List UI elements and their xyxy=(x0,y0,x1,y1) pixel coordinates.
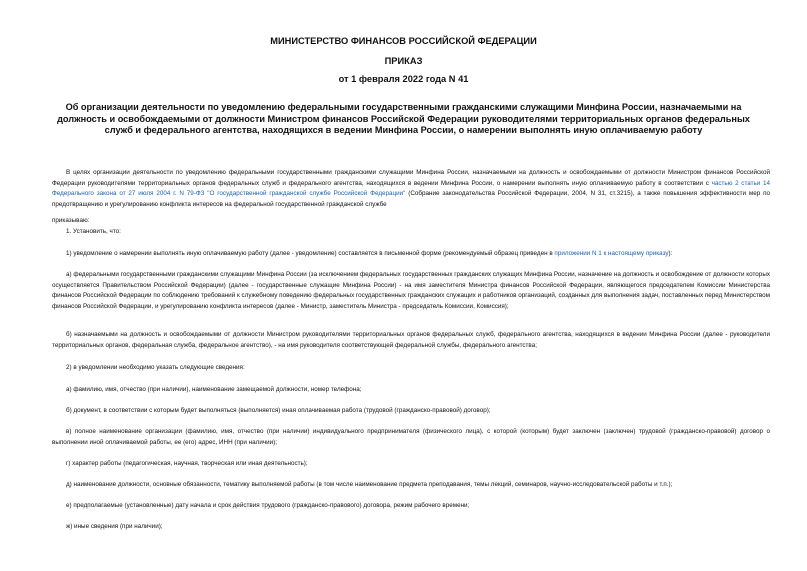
item-a: а) федеральными государственными гражданскими служащими Минфина России (за исключением федеральных государственных гражданских служащих Минфина России, назначение на должность и освобождение от должности которых осуществляется Правительством Российской Федерации) (далее - государственные служащие Минфина России) - на имя заместителя Министра финансов Российской Федерации, являющегося председателем Комиссии Министерства финансов Российской Федерации по соблюдению требований к служебному поведению федеральных государственных гражданских служащих и работников организаций, созданных для выполнения задач, поставленных перед Министерством финансов Российской Федерации, и урегулированию конфликта интересов (далее - Министр, заместитель Министра - председатель Комиссии, Комиссия); xyxy=(52,271,770,310)
item-2e: е) предполагаемые (установленные) дату начала и срок действия трудового (гражданско-правового) договора, режим рабочего времени; xyxy=(66,502,470,509)
preamble-paragraph xyxy=(52,168,770,210)
item-2a: а) фамилию, имя, отчество (при наличии), наименование замещаемой должности, номер телефона; xyxy=(66,386,362,393)
order-word: приказываю: xyxy=(52,217,90,224)
appendix-1-link[interactable]: приложении N 1 к настоящему приказу xyxy=(554,250,669,257)
item-2: 2) в уведомлении необходимо указать следующие сведения: xyxy=(66,364,245,371)
law-reference-link[interactable]: частью 2 статьи 14 Федерального закона от 27 июля 2004 г. N 79-ФЗ "О государственной гражданской службе Российской Федерации" xyxy=(52,179,770,198)
item-2b: б) документ, в соответствии с которым будет выполняться (выполняется) иная оплачиваемая работа (трудовой (гражданско-правовой) договор); xyxy=(66,407,491,414)
item-2d: д) наименование должности, основные обязанности, тематику выполняемой работы (в том числе наименование предмета преподавания, темы лекций, семинаров, научно-исследовательской работы и т.п.); xyxy=(66,481,673,488)
item-1-1 xyxy=(52,249,770,260)
preamble-text-end: (Собрание законодательства Российской Федерации, 2004, N 31, ст.3215), а также повышения эффективности мер по предотвращению и урегулированию конфликта интересов на федеральной государственной гражданской службе xyxy=(52,190,770,208)
item-b: б) назначаемыми на должность и освобождаемыми от должности Министром руководителями территориальных органов федеральных служб, федерального агентства, находящихся в ведении Минфина России (далее - руководители территориальных органов, федеральная служба, федеральное агентство), - на имя руководителя соответствующей федеральной службы, федерального агентства; xyxy=(52,331,770,349)
item-1: 1. Установить, что: xyxy=(66,228,121,235)
document-title: Об организации деятельности по уведомлению федеральными государственными гражданскими служащими Минфина России, назначаемыми на должность и освобождаемыми от должности Министром финансов Российской Федерации руководителями территориальных органов федеральных служб и федерального агентства, находящихся в ведении Минфина России, о намерении выполнять иную оплачиваемую работу xyxy=(57,102,750,135)
document-type: ПРИКАЗ xyxy=(384,56,423,66)
item-2zh: ж) иные сведения (при наличии); xyxy=(66,523,163,530)
item-2g: г) характер работы (педагогическая, научная, творческая или иная деятельность); xyxy=(66,460,308,467)
preamble-text-start: В целях организации деятельности по уведомлению федеральными государственными гражданскими служащими Минфина России, назначаемыми на должность и освобождаемыми от должности Министром финансов Российской Федерации руководителями территориальных органов федеральных служб и федерального агентства, находящихся в ведении Минфина России, о намерении выполнять иную оплачиваемую работу в соответствии с xyxy=(52,169,770,187)
item-1-1-text-start: 1) уведомление о намерении выполнять иную оплачиваемую работу (далее - уведомление) составляется в письменной форме (рекомендуемый образец приведен в xyxy=(66,250,555,257)
item-1-1-text-end: ): xyxy=(668,250,673,257)
document-date-number: от 1 февраля 2022 года N 41 xyxy=(338,74,469,84)
item-2v: в) полное наименование организации (фамилию, имя, отчество (при наличии) индивидуального предпринимателя (физического лица), с которой (которым) будет заключен (заключен) трудовой (гражданско-правовой) договор о выполнении иной оплачиваемой работы, ее (его) адрес, ИНН (при наличии); xyxy=(52,428,770,446)
ministry-heading: МИНИСТЕРСТВО ФИНАНСОВ РОССИЙСКОЙ ФЕДЕРАЦИИ xyxy=(270,36,537,46)
